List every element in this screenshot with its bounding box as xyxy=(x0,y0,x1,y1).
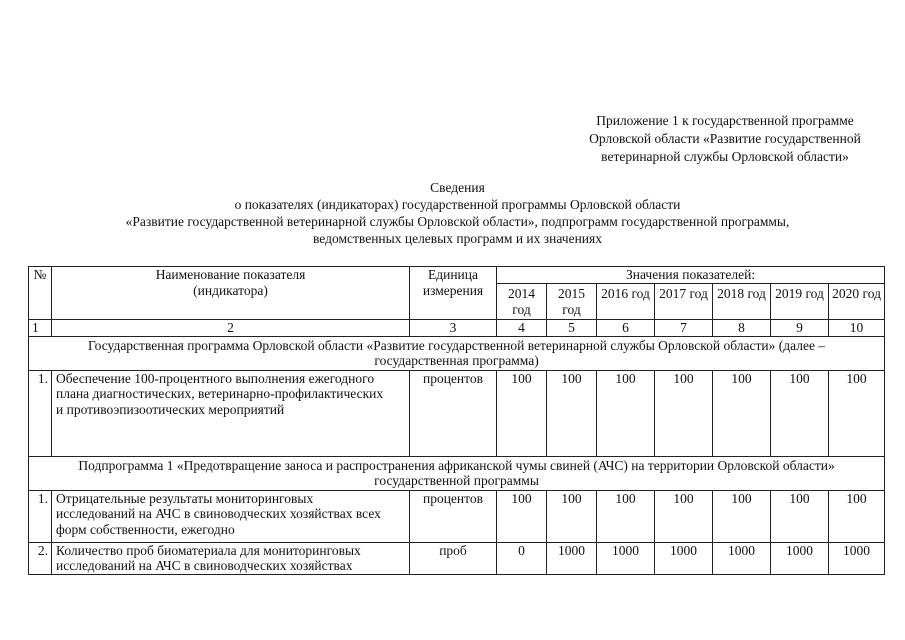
value-2014: 0 xyxy=(497,542,547,574)
col-number-7: 7 xyxy=(655,320,713,337)
value-2017: 100 xyxy=(655,490,713,542)
value-2019: 1000 xyxy=(771,542,829,574)
heading-title: Сведения xyxy=(430,180,485,195)
table-row xyxy=(29,542,885,574)
col-number-4: 4 xyxy=(497,320,547,337)
year-2017: 2017 год xyxy=(655,284,713,320)
appendix-note xyxy=(560,112,890,166)
appendix-line-1: Приложение 1 к государственной программе xyxy=(596,113,854,128)
indicator-name: Обеспечение 100-процентного выполнения ежегодного плана диагностических, ветеринарно-профилактических и противоэпизоотических мероприятий xyxy=(52,370,410,456)
value-2020: 100 xyxy=(829,490,885,542)
table-row xyxy=(29,370,885,456)
col-number-2: 2 xyxy=(52,320,410,337)
section-row-state-program xyxy=(29,336,885,370)
col-number-6: 6 xyxy=(597,320,655,337)
indicator-unit: проб xyxy=(410,542,497,574)
value-2015: 1000 xyxy=(547,542,597,574)
value-2018: 100 xyxy=(713,490,771,542)
section-title-state-program: Государственная программа Орловской области «Развитие государственной ветеринарной службы Орловской области» (далее – государственная программа) xyxy=(29,336,885,370)
row-number: 1. xyxy=(29,490,52,542)
header-values: Значения показателей: xyxy=(497,267,885,284)
heading-line-4: ведомственных целевых программ и их значениях xyxy=(313,231,602,246)
year-2019: 2019 год xyxy=(771,284,829,320)
appendix-line-3: ветеринарной службы Орловской области» xyxy=(601,149,849,164)
column-numbers-row xyxy=(29,320,885,337)
heading-line-2: о показателях (индикаторах) государственной программы Орловской области xyxy=(234,197,681,212)
indicator-name: Количество проб биоматериала для мониторинговых исследований на АЧС в свиноводческих хозяйствах xyxy=(52,542,410,574)
year-2016: 2016 год xyxy=(597,284,655,320)
indicator-unit: процентов xyxy=(410,490,497,542)
table-row xyxy=(29,490,885,542)
value-2015: 100 xyxy=(547,490,597,542)
col-number-10: 10 xyxy=(829,320,885,337)
value-2015: 100 xyxy=(547,370,597,456)
row-number: 1. xyxy=(29,370,52,456)
heading-line-3: «Развитие государственной ветеринарной службы Орловской области», подпрограмм государственной программы, xyxy=(125,214,790,229)
value-2017: 1000 xyxy=(655,542,713,574)
col-number-8: 8 xyxy=(713,320,771,337)
indicators-table xyxy=(28,266,885,575)
value-2018: 100 xyxy=(713,370,771,456)
year-2015: 2015 год xyxy=(547,284,597,320)
header-num: № xyxy=(29,267,52,320)
year-2014: 2014 год xyxy=(497,284,547,320)
col-number-9: 9 xyxy=(771,320,829,337)
value-2019: 100 xyxy=(771,370,829,456)
value-2016: 1000 xyxy=(597,542,655,574)
section-title-subprogram-1: Подпрограмма 1 «Предотвращение заноса и распространения африканской чумы свиней (АЧС) на территории Орловской области» государственной программы xyxy=(29,456,885,490)
col-number-3: 3 xyxy=(410,320,497,337)
value-2020: 1000 xyxy=(829,542,885,574)
value-2016: 100 xyxy=(597,370,655,456)
appendix-line-2: Орловской области «Развитие государственной xyxy=(589,131,861,146)
year-2020: 2020 год xyxy=(829,284,885,320)
header-name: Наименование показателя (индикатора) xyxy=(52,267,410,320)
value-2018: 1000 xyxy=(713,542,771,574)
header-row-1 xyxy=(29,267,885,284)
year-2018: 2018 год xyxy=(713,284,771,320)
indicator-unit: процентов xyxy=(410,370,497,456)
value-2014: 100 xyxy=(497,490,547,542)
section-row-subprogram-1 xyxy=(29,456,885,490)
row-number: 2. xyxy=(29,542,52,574)
value-2014: 100 xyxy=(497,370,547,456)
col-number-5: 5 xyxy=(547,320,597,337)
document-heading xyxy=(40,179,875,247)
header-unit: Единица измерения xyxy=(410,267,497,320)
value-2020: 100 xyxy=(829,370,885,456)
value-2019: 100 xyxy=(771,490,829,542)
value-2016: 100 xyxy=(597,490,655,542)
col-number-1: 1 xyxy=(29,320,52,337)
value-2017: 100 xyxy=(655,370,713,456)
indicator-name: Отрицательные результаты мониторинговых исследований на АЧС в свиноводческих хозяйствах всех форм собственности, ежегодно xyxy=(52,490,410,542)
